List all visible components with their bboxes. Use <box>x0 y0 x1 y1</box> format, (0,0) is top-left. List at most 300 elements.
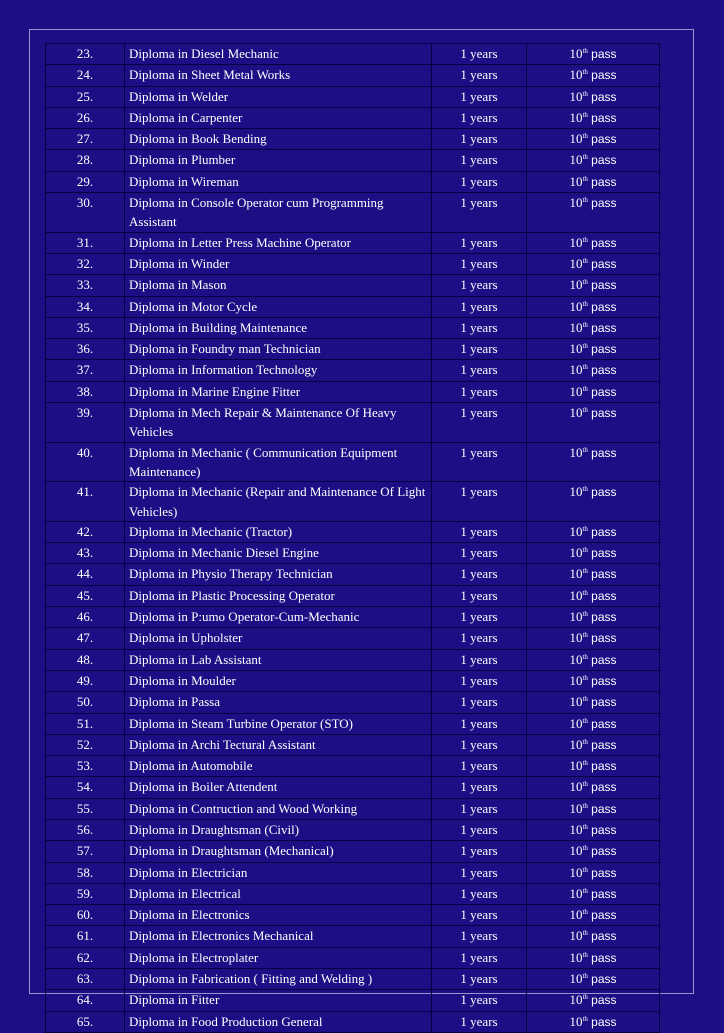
eligibility-level: 10 <box>569 298 583 314</box>
eligibility-suffix: th <box>582 759 588 768</box>
row-number: 50. <box>46 692 125 713</box>
eligibility <box>527 150 660 171</box>
eligibility <box>527 442 660 482</box>
eligibility-suffix: th <box>582 950 588 959</box>
course-name: Diploma in Letter Press Machine Operator <box>125 232 432 253</box>
row-number: 23. <box>46 44 125 65</box>
eligibility-pass: pass <box>591 406 617 421</box>
eligibility-level: 10 <box>569 672 583 688</box>
table-row <box>46 905 660 926</box>
course-duration: 1 years <box>432 171 527 192</box>
row-number: 59. <box>46 883 125 904</box>
eligibility-suffix: th <box>582 89 588 98</box>
eligibility-level: 10 <box>569 651 583 667</box>
eligibility-level: 10 <box>569 971 583 987</box>
eligibility-suffix: th <box>582 610 588 619</box>
course-duration: 1 years <box>432 756 527 777</box>
eligibility <box>527 670 660 691</box>
eligibility <box>527 296 660 317</box>
course-duration: 1 years <box>432 883 527 904</box>
course-name: Diploma in Electroplater <box>125 947 432 968</box>
eligibility-suffix: th <box>582 716 588 725</box>
table-row <box>46 296 660 317</box>
eligibility <box>527 129 660 150</box>
eligibility-suffix: th <box>582 485 588 494</box>
table-row <box>46 107 660 128</box>
course-duration: 1 years <box>432 585 527 606</box>
course-duration: 1 years <box>432 926 527 947</box>
course-duration: 1 years <box>432 65 527 86</box>
course-duration: 1 years <box>432 777 527 798</box>
row-number: 37. <box>46 360 125 381</box>
course-duration: 1 years <box>432 692 527 713</box>
eligibility-suffix: th <box>582 567 588 576</box>
table-row <box>46 129 660 150</box>
eligibility-suffix: th <box>582 908 588 917</box>
eligibility-suffix: th <box>582 673 588 682</box>
row-number: 48. <box>46 649 125 670</box>
row-number: 27. <box>46 129 125 150</box>
eligibility <box>527 649 660 670</box>
eligibility-suffix: th <box>582 153 588 162</box>
eligibility-level: 10 <box>569 383 583 399</box>
course-name: Diploma in Draughtsman (Civil) <box>125 819 432 840</box>
eligibility-suffix: th <box>582 652 588 661</box>
eligibility-suffix: th <box>582 110 588 119</box>
eligibility-pass: pass <box>591 320 617 335</box>
eligibility-pass: pass <box>591 993 617 1008</box>
eligibility-level: 10 <box>569 566 583 582</box>
eligibility-level: 10 <box>569 67 583 83</box>
row-number: 62. <box>46 947 125 968</box>
table-row <box>46 947 660 968</box>
table-row <box>46 482 660 522</box>
eligibility-level: 10 <box>569 779 583 795</box>
table-row <box>46 798 660 819</box>
eligibility <box>527 1011 660 1032</box>
course-name: Diploma in Welder <box>125 86 432 107</box>
eligibility-suffix: th <box>582 588 588 597</box>
table-row <box>46 86 660 107</box>
eligibility-suffix: th <box>582 132 588 141</box>
course-name: Diploma in Automobile <box>125 756 432 777</box>
course-duration: 1 years <box>432 317 527 338</box>
table-row <box>46 649 660 670</box>
course-duration: 1 years <box>432 296 527 317</box>
eligibility-pass: pass <box>591 299 617 314</box>
eligibility-suffix: th <box>582 174 588 183</box>
row-number: 24. <box>46 65 125 86</box>
row-number: 51. <box>46 713 125 734</box>
course-name: Diploma in Plumber <box>125 150 432 171</box>
course-duration: 1 years <box>432 232 527 253</box>
eligibility-level: 10 <box>569 630 583 646</box>
course-name: Diploma in Upholster <box>125 628 432 649</box>
eligibility-suffix: th <box>582 278 588 287</box>
eligibility-suffix: th <box>582 1014 588 1023</box>
row-number: 25. <box>46 86 125 107</box>
table-row <box>46 670 660 691</box>
row-number: 34. <box>46 296 125 317</box>
eligibility <box>527 969 660 990</box>
course-name: Diploma in Electronics <box>125 905 432 926</box>
eligibility <box>527 86 660 107</box>
eligibility-level: 10 <box>569 88 583 104</box>
eligibility <box>527 756 660 777</box>
eligibility-level: 10 <box>569 821 583 837</box>
row-number: 63. <box>46 969 125 990</box>
course-name: Diploma in Sheet Metal Works <box>125 65 432 86</box>
table-row <box>46 926 660 947</box>
eligibility-suffix: th <box>582 972 588 981</box>
eligibility-pass: pass <box>591 132 617 147</box>
row-number: 28. <box>46 150 125 171</box>
table-row <box>46 734 660 755</box>
course-table-body <box>46 44 660 1033</box>
eligibility-level: 10 <box>569 992 583 1008</box>
eligibility-pass: pass <box>591 256 617 271</box>
eligibility <box>527 403 660 443</box>
course-duration: 1 years <box>432 403 527 443</box>
eligibility-suffix: th <box>582 299 588 308</box>
course-name: Diploma in Motor Cycle <box>125 296 432 317</box>
eligibility-pass: pass <box>591 485 617 500</box>
course-duration: 1 years <box>432 628 527 649</box>
eligibility-pass: pass <box>591 153 617 168</box>
course-duration: 1 years <box>432 107 527 128</box>
eligibility-pass: pass <box>591 110 617 125</box>
course-name: Diploma in Food Production General <box>125 1011 432 1032</box>
course-name: Diploma in Plastic Processing Operator <box>125 585 432 606</box>
eligibility <box>527 107 660 128</box>
eligibility-level: 10 <box>569 131 583 147</box>
eligibility <box>527 360 660 381</box>
table-row <box>46 628 660 649</box>
eligibility-level: 10 <box>569 587 583 603</box>
eligibility-suffix: th <box>582 406 588 415</box>
course-name: Diploma in Steam Turbine Operator (STO) <box>125 713 432 734</box>
course-duration: 1 years <box>432 1011 527 1032</box>
eligibility-pass: pass <box>591 610 617 625</box>
eligibility-suffix: th <box>582 256 588 265</box>
table-row <box>46 543 660 564</box>
table-row <box>46 777 660 798</box>
eligibility <box>527 171 660 192</box>
course-duration: 1 years <box>432 670 527 691</box>
eligibility-suffix: th <box>582 68 588 77</box>
course-name: Diploma in Marine Engine Fitter <box>125 381 432 402</box>
eligibility <box>527 193 660 233</box>
row-number: 35. <box>46 317 125 338</box>
table-row <box>46 862 660 883</box>
row-number: 33. <box>46 275 125 296</box>
table-row <box>46 841 660 862</box>
eligibility <box>527 607 660 628</box>
course-duration: 1 years <box>432 521 527 542</box>
eligibility-pass: pass <box>591 716 617 731</box>
eligibility-suffix: th <box>582 384 588 393</box>
eligibility-pass: pass <box>591 673 617 688</box>
course-duration: 1 years <box>432 947 527 968</box>
course-name: Diploma in Mechanic Diesel Engine <box>125 543 432 564</box>
eligibility-pass: pass <box>591 524 617 539</box>
eligibility-suffix: th <box>582 822 588 831</box>
course-name: Diploma in Draughtsman (Mechanical) <box>125 841 432 862</box>
eligibility-pass: pass <box>591 174 617 189</box>
row-number: 65. <box>46 1011 125 1032</box>
eligibility-level: 10 <box>569 800 583 816</box>
course-name: Diploma in Information Technology <box>125 360 432 381</box>
row-number: 41. <box>46 482 125 522</box>
table-row <box>46 607 660 628</box>
course-duration: 1 years <box>432 734 527 755</box>
eligibility-suffix: th <box>582 342 588 351</box>
row-number: 52. <box>46 734 125 755</box>
course-duration: 1 years <box>432 564 527 585</box>
eligibility-level: 10 <box>569 362 583 378</box>
table-row <box>46 521 660 542</box>
eligibility-pass: pass <box>591 342 617 357</box>
eligibility-suffix: th <box>582 865 588 874</box>
eligibility-level: 10 <box>569 152 583 168</box>
table-row <box>46 381 660 402</box>
eligibility-level: 10 <box>569 444 583 460</box>
row-number: 54. <box>46 777 125 798</box>
course-name: Diploma in Book Bending <box>125 129 432 150</box>
table-row <box>46 253 660 274</box>
eligibility-pass: pass <box>591 546 617 561</box>
eligibility-level: 10 <box>569 843 583 859</box>
row-number: 42. <box>46 521 125 542</box>
eligibility-pass: pass <box>591 908 617 923</box>
eligibility-pass: pass <box>591 950 617 965</box>
eligibility-pass: pass <box>591 89 617 104</box>
course-duration: 1 years <box>432 482 527 522</box>
eligibility-level: 10 <box>569 864 583 880</box>
eligibility <box>527 275 660 296</box>
row-number: 40. <box>46 442 125 482</box>
eligibility-level: 10 <box>569 405 583 421</box>
eligibility <box>527 628 660 649</box>
course-duration: 1 years <box>432 360 527 381</box>
eligibility-pass: pass <box>591 801 617 816</box>
course-name: Diploma in Wireman <box>125 171 432 192</box>
eligibility <box>527 947 660 968</box>
eligibility-level: 10 <box>569 173 583 189</box>
course-duration: 1 years <box>432 253 527 274</box>
eligibility-level: 10 <box>569 484 583 500</box>
eligibility <box>527 339 660 360</box>
table-row <box>46 65 660 86</box>
eligibility-pass: pass <box>591 68 617 83</box>
eligibility-suffix: th <box>582 47 588 55</box>
eligibility-suffix: th <box>582 363 588 372</box>
eligibility-level: 10 <box>569 545 583 561</box>
eligibility-suffix: th <box>582 929 588 938</box>
eligibility-pass: pass <box>591 363 617 378</box>
eligibility-pass: pass <box>591 652 617 667</box>
eligibility-level: 10 <box>569 715 583 731</box>
course-name: Diploma in Physio Therapy Technician <box>125 564 432 585</box>
course-name: Diploma in Carpenter <box>125 107 432 128</box>
eligibility <box>527 692 660 713</box>
eligibility <box>527 232 660 253</box>
eligibility-level: 10 <box>569 277 583 293</box>
course-duration: 1 years <box>432 543 527 564</box>
course-name: Diploma in Mechanic (Repair and Maintenance Of Light Vehicles) <box>125 482 432 522</box>
eligibility-pass: pass <box>591 822 617 837</box>
row-number: 44. <box>46 564 125 585</box>
eligibility-level: 10 <box>569 523 583 539</box>
table-row <box>46 403 660 443</box>
eligibility <box>527 44 660 65</box>
table-row <box>46 232 660 253</box>
course-name: Diploma in Electronics Mechanical <box>125 926 432 947</box>
table-row <box>46 1011 660 1032</box>
course-duration: 1 years <box>432 607 527 628</box>
eligibility-suffix: th <box>582 631 588 640</box>
row-number: 64. <box>46 990 125 1011</box>
course-name: Diploma in Mechanic ( Communication Equipment Maintenance) <box>125 442 432 482</box>
table-row <box>46 969 660 990</box>
eligibility <box>527 883 660 904</box>
eligibility-suffix: th <box>582 780 588 789</box>
eligibility-level: 10 <box>569 234 583 250</box>
course-duration: 1 years <box>432 969 527 990</box>
row-number: 26. <box>46 107 125 128</box>
eligibility-level: 10 <box>569 694 583 710</box>
eligibility <box>527 65 660 86</box>
eligibility-pass: pass <box>591 445 617 460</box>
course-name: Diploma in Mason <box>125 275 432 296</box>
eligibility-pass: pass <box>591 759 617 774</box>
eligibility-level: 10 <box>569 195 583 211</box>
table-row <box>46 275 660 296</box>
course-duration: 1 years <box>432 150 527 171</box>
row-number: 46. <box>46 607 125 628</box>
course-duration: 1 years <box>432 86 527 107</box>
row-number: 47. <box>46 628 125 649</box>
table-row <box>46 193 660 233</box>
table-row <box>46 819 660 840</box>
eligibility <box>527 317 660 338</box>
course-duration: 1 years <box>432 862 527 883</box>
eligibility <box>527 798 660 819</box>
eligibility <box>527 381 660 402</box>
row-number: 29. <box>46 171 125 192</box>
eligibility <box>527 777 660 798</box>
course-duration: 1 years <box>432 713 527 734</box>
eligibility <box>527 926 660 947</box>
table-row <box>46 564 660 585</box>
course-name: Diploma in Fitter <box>125 990 432 1011</box>
course-name: Diploma in Winder <box>125 253 432 274</box>
table-row <box>46 317 660 338</box>
course-name: Diploma in Archi Tectural Assistant <box>125 734 432 755</box>
course-name: Diploma in Lab Assistant <box>125 649 432 670</box>
row-number: 55. <box>46 798 125 819</box>
table-row <box>46 360 660 381</box>
row-number: 60. <box>46 905 125 926</box>
table-row <box>46 756 660 777</box>
eligibility-suffix: th <box>582 886 588 895</box>
eligibility-suffix: th <box>582 844 588 853</box>
eligibility-level: 10 <box>569 46 583 61</box>
course-name: Diploma in P:umo Operator-Cum-Mechanic <box>125 607 432 628</box>
course-table <box>45 43 660 1033</box>
row-number: 45. <box>46 585 125 606</box>
eligibility-pass: pass <box>591 737 617 752</box>
course-duration: 1 years <box>432 339 527 360</box>
course-name: Diploma in Moulder <box>125 670 432 691</box>
eligibility-suffix: th <box>582 320 588 329</box>
eligibility-pass: pass <box>591 235 617 250</box>
row-number: 30. <box>46 193 125 233</box>
course-name: Diploma in Mechanic (Tractor) <box>125 521 432 542</box>
eligibility-suffix: th <box>582 737 588 746</box>
course-duration: 1 years <box>432 442 527 482</box>
row-number: 38. <box>46 381 125 402</box>
eligibility <box>527 543 660 564</box>
eligibility-suffix: th <box>582 445 588 454</box>
course-duration: 1 years <box>432 193 527 233</box>
table-row <box>46 150 660 171</box>
eligibility <box>527 713 660 734</box>
row-number: 32. <box>46 253 125 274</box>
eligibility-suffix: th <box>582 196 588 205</box>
table-row <box>46 883 660 904</box>
eligibility-level: 10 <box>569 1013 583 1029</box>
eligibility-pass: pass <box>591 886 617 901</box>
eligibility <box>527 521 660 542</box>
row-number: 31. <box>46 232 125 253</box>
row-number: 56. <box>46 819 125 840</box>
eligibility-pass: pass <box>591 972 617 987</box>
eligibility-pass: pass <box>591 780 617 795</box>
eligibility-suffix: th <box>582 235 588 244</box>
course-duration: 1 years <box>432 44 527 65</box>
eligibility-level: 10 <box>569 885 583 901</box>
eligibility-level: 10 <box>569 341 583 357</box>
table-row <box>46 585 660 606</box>
eligibility <box>527 253 660 274</box>
table-row <box>46 990 660 1011</box>
course-duration: 1 years <box>432 381 527 402</box>
eligibility-pass: pass <box>591 695 617 710</box>
eligibility-pass: pass <box>591 929 617 944</box>
eligibility-level: 10 <box>569 928 583 944</box>
eligibility-pass: pass <box>591 588 617 603</box>
course-duration: 1 years <box>432 819 527 840</box>
eligibility <box>527 990 660 1011</box>
row-number: 39. <box>46 403 125 443</box>
eligibility-pass: pass <box>591 196 617 211</box>
eligibility <box>527 564 660 585</box>
course-name: Diploma in Electrical <box>125 883 432 904</box>
eligibility <box>527 734 660 755</box>
row-number: 57. <box>46 841 125 862</box>
course-name: Diploma in Boiler Attendent <box>125 777 432 798</box>
eligibility-suffix: th <box>582 801 588 810</box>
table-row <box>46 339 660 360</box>
course-duration: 1 years <box>432 129 527 150</box>
eligibility-pass: pass <box>591 631 617 646</box>
course-duration: 1 years <box>432 990 527 1011</box>
row-number: 36. <box>46 339 125 360</box>
eligibility-pass: pass <box>591 278 617 293</box>
row-number: 58. <box>46 862 125 883</box>
eligibility <box>527 905 660 926</box>
